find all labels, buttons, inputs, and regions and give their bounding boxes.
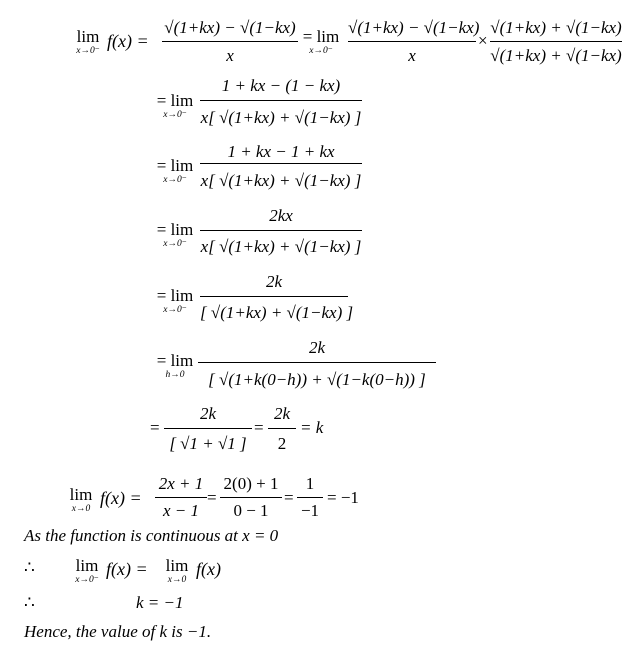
fraction — [200, 138, 362, 198]
numerator: 1 + kx − 1 + kx — [227, 142, 335, 161]
denominator: [ √(1+kx) + √(1−kx) ] — [200, 303, 354, 322]
denominator: x − 1 — [162, 501, 200, 520]
limit-operator: lim x→0⁻ — [75, 556, 99, 585]
fraction — [348, 14, 480, 66]
fraction — [200, 70, 362, 134]
conclusion-text: Hence, the value of k is −1. — [24, 622, 212, 641]
limit-operator: = lim h→0 — [156, 351, 194, 380]
equals-sign: = — [284, 488, 294, 507]
function-lhs: f(x) = — [106, 559, 148, 579]
equals-sign: = — [150, 418, 160, 437]
k-value: k = −1 — [136, 593, 184, 612]
numerator: √(1+kx) − √(1−kx) — [348, 18, 480, 37]
equals-sign: = — [207, 488, 217, 507]
fraction — [200, 268, 354, 330]
numerator: 2kx — [269, 206, 293, 225]
denominator: 2 — [277, 434, 287, 453]
fraction — [297, 470, 323, 526]
numerator: 1 — [305, 474, 315, 493]
denominator: x — [408, 46, 416, 65]
fraction — [220, 470, 282, 526]
numerator: 2(0) + 1 — [223, 474, 279, 493]
denominator: x[ √(1+kx) + √(1−kx) ] — [200, 237, 362, 256]
fraction — [490, 14, 622, 66]
limit-operator: = lim x→0⁻ — [156, 156, 194, 185]
limit-operator: = lim x→0⁻ — [156, 286, 194, 315]
numerator: √(1+kx) + √(1−kx) — [490, 18, 622, 37]
limit-operator: lim x→0⁻ — [76, 27, 100, 56]
fraction — [155, 470, 207, 526]
numerator: √(1+kx) − √(1−kx) — [164, 18, 296, 37]
statement-text: As the function is continuous at x = 0 — [24, 526, 279, 545]
denominator: √(1+kx) + √(1−kx) — [490, 46, 622, 65]
function-rhs: f(x) — [196, 559, 221, 579]
fraction — [200, 202, 362, 264]
limit-operator: = lim x→0⁻ — [302, 27, 340, 56]
numerator: 2x + 1 — [158, 474, 204, 493]
denominator: x — [226, 46, 234, 65]
function-lhs: f(x) = — [100, 488, 142, 508]
therefore-symbol: ∴ — [24, 593, 35, 612]
denominator: 0 − 1 — [233, 501, 269, 520]
limit-operator: = lim x→0⁻ — [156, 91, 194, 120]
denominator: [ √1 + √1 ] — [169, 434, 247, 453]
fraction — [268, 400, 296, 462]
denominator: x[ √(1+kx) + √(1−kx) ] — [200, 108, 362, 127]
numerator: 2k — [265, 272, 283, 291]
limit-operator: lim x→0 — [165, 556, 189, 585]
numerator: 2k — [199, 404, 217, 423]
equals-sign: = — [254, 418, 264, 437]
function-lhs: f(x) = — [107, 31, 149, 51]
result: = k — [300, 418, 324, 437]
denominator: −1 — [300, 501, 320, 520]
denominator: x[ √(1+kx) + √(1−kx) ] — [200, 171, 362, 190]
therefore-symbol: ∴ — [24, 558, 35, 577]
limit-operator: lim x→0 — [69, 485, 93, 514]
numerator: 2k — [273, 404, 291, 423]
fraction — [162, 14, 298, 66]
numerator: 1 + kx − (1 − kx) — [221, 76, 341, 95]
numerator: 2k — [308, 338, 326, 357]
denominator: [ √(1+k(0−h)) + √(1−k(0−h)) ] — [208, 370, 426, 389]
limit-operator: = lim x→0⁻ — [156, 220, 194, 249]
result: = −1 — [327, 488, 359, 507]
fraction — [198, 334, 436, 398]
times-sign: × — [478, 31, 488, 50]
fraction — [164, 400, 252, 462]
